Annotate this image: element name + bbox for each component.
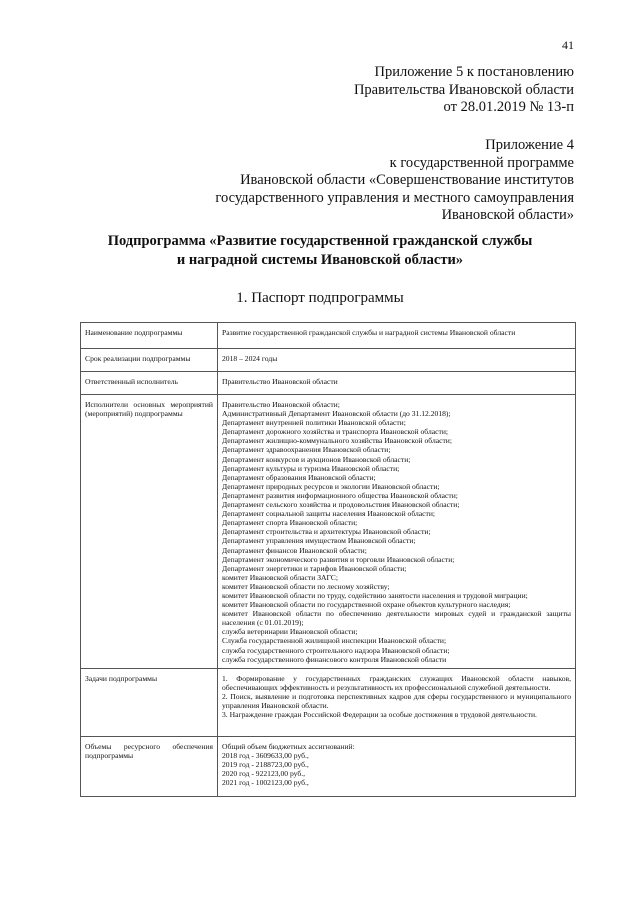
funding-item: 2018 год - 3609633,00 руб., — [222, 750, 309, 760]
executor-item: Департамент конкурсов и аукционов Ивановской области; — [222, 454, 411, 464]
row-label-executors: Исполнители основных мероприятий (мероприятий) подпрограммы — [81, 395, 218, 669]
executor-item: Департамент спорта Ивановской области; — [222, 518, 358, 528]
section-title: 1. Паспорт подпрограммы — [236, 290, 404, 306]
row-value-term: 2018 – 2024 годы — [218, 349, 576, 372]
executor-item: комитет Ивановской области ЗАГС; — [222, 572, 338, 582]
heading-line: и наградной системы Ивановской области» — [176, 251, 464, 268]
executor-item: комитет Ивановской области по лесному хозяйству; — [222, 581, 390, 591]
funding-item: 2021 год - 1002123,00 руб., — [222, 778, 309, 788]
appendix-4-line: государственного управления и местного самоуправления — [215, 189, 574, 206]
funding-item: 2020 год - 922123,00 руб., — [222, 769, 306, 778]
row-value-funding — [218, 736, 576, 796]
appendix-4-line: Ивановской области «Совершенствование институтов — [240, 172, 574, 188]
row-label-name: Наименование подпрограммы — [81, 323, 218, 349]
task-item: 1. Формирование у государственных гражданских служащих Ивановской области навыков, обеспечивающих эффективность и результативность их профессиональной служебной деятельности. — [222, 673, 571, 692]
executor-item: Департамент финансов Ивановской области; — [222, 545, 367, 555]
row-value-tasks — [218, 668, 576, 736]
row-label-term: Срок реализации подпрограммы — [81, 349, 218, 372]
executor-item: Департамент дорожного хозяйства и транспорта Ивановской области; — [222, 427, 448, 437]
executor-item: комитет Ивановской области по обеспечению деятельности мировых судей и гражданской защиты населения (с 01.01.2019); — [222, 609, 571, 628]
appendix-5-line: Приложение 5 к постановлению — [374, 64, 574, 80]
table-row — [81, 668, 576, 736]
subprogram-heading — [0, 232, 640, 269]
executor-item: Департамент экономического развития и торговли Ивановской области; — [222, 554, 455, 564]
appendix-5-block — [354, 64, 574, 117]
passport-table — [80, 322, 576, 797]
executor-item: Департамент строительства и архитектуры Ивановской области; — [222, 527, 431, 537]
executor-item: Административный Департамент Ивановской области (до 31.12.2018); — [222, 409, 451, 419]
executor-item: Департамент природных ресурсов и экологии Ивановской области; — [222, 481, 440, 491]
executor-item: Департамент энергетики и тарифов Ивановской области; — [222, 563, 407, 573]
row-label-tasks: Задачи подпрограммы — [81, 668, 218, 736]
executor-item: Департамент социальной защиты населения Ивановской области; — [222, 509, 436, 519]
executor-item: Департамент управления имуществом Ивановской области; — [222, 536, 416, 546]
executor-item: Департамент культуры и туризма Ивановской области; — [222, 463, 400, 473]
executor-item: Правительство Ивановской области; — [222, 400, 340, 409]
row-value-responsible: Правительство Ивановской области — [218, 372, 576, 395]
task-item: 3. Награждение граждан Российской Федерации за особые достижения в трудовой деятельности. — [222, 710, 537, 720]
table-row — [81, 372, 576, 395]
executor-item: Служба государственной жилищной инспекции Ивановской области; — [222, 636, 447, 646]
table-row — [81, 323, 576, 349]
row-value-executors — [218, 395, 576, 669]
appendix-4-line: Ивановской области» — [441, 207, 574, 223]
executor-item: служба ветеринарии Ивановской области; — [222, 627, 358, 637]
executor-item: Департамент здравоохранения Ивановской области; — [222, 445, 391, 455]
row-value-name: Развитие государственной гражданской службы и наградной системы Ивановской области — [218, 323, 576, 349]
appendix-4-line: к государственной программе — [389, 154, 574, 171]
executor-item: Департамент сельского хозяйства и продовольствия Ивановской области; — [222, 500, 460, 510]
executor-item: Департамент внутренней политики Ивановской области; — [222, 418, 406, 428]
table-row — [81, 736, 576, 796]
executor-item: комитет Ивановской области по труду, содействию занятости населения и трудовой миграции; — [222, 590, 528, 600]
appendix-4-block — [215, 137, 574, 225]
row-label-funding: Объемы ресурсного обеспечения подпрограммы — [81, 736, 218, 796]
executor-item: служба государственного финансового контроля Ивановской области — [222, 654, 447, 664]
appendix-5-line: Правительства Ивановской области — [353, 81, 574, 98]
executor-item: Департамент развития информационного общества Ивановской области; — [222, 490, 458, 500]
task-item: 2. Поиск, выявление и подготовка перспективных кадров для сферы государственного и муниципального управления Ивановской области. — [222, 691, 571, 710]
table-row — [81, 395, 576, 669]
executor-item: Департамент жилищно-коммунального хозяйства Ивановской области; — [222, 436, 452, 446]
executor-item: комитет Ивановской области по государственной охране объектов культурного наследия; — [222, 600, 511, 610]
heading-line: Подпрограмма «Развитие государственной гражданской службы — [107, 233, 533, 249]
appendix-4-line: Приложение 4 — [485, 137, 574, 153]
funding-item: 2019 год - 2188723,00 руб., — [222, 759, 309, 769]
row-label-responsible: Ответственный исполнитель — [81, 372, 218, 395]
executor-item: Департамент образования Ивановской области; — [222, 472, 376, 482]
executor-item: служба государственного строительного надзора Ивановской области; — [222, 645, 450, 655]
funding-item: Общий объем бюджетных ассигнований: — [222, 741, 355, 751]
table-row — [81, 349, 576, 372]
page-number: 41 — [562, 38, 574, 52]
appendix-5-line: от 28.01.2019 № 13-п — [443, 99, 574, 115]
